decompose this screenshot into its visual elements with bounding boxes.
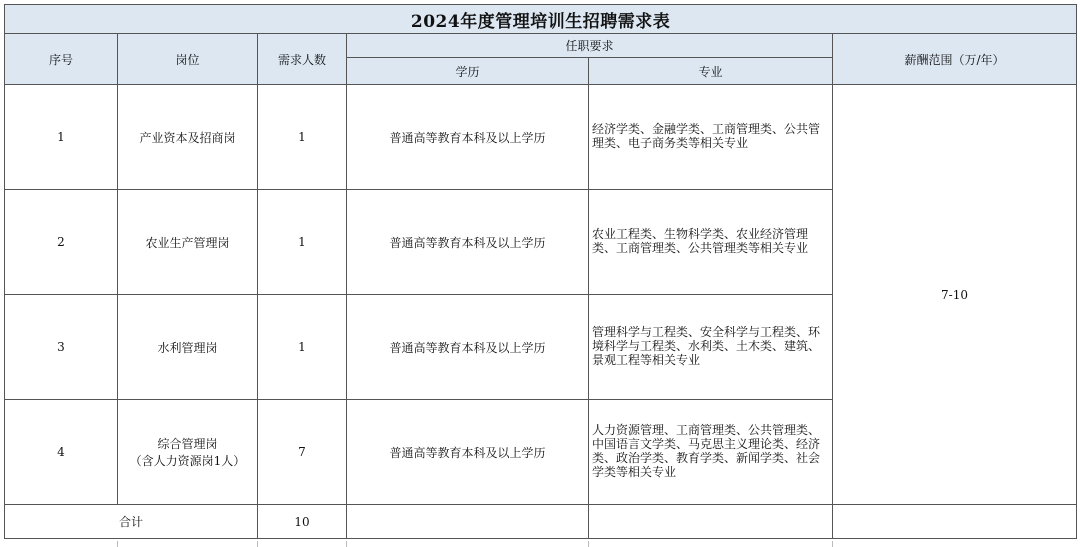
grid-continuation — [0, 541, 1080, 547]
row-education: 普通高等教育本科及以上学历 — [347, 400, 589, 505]
total-row — [5, 505, 1077, 539]
table-title: 2024年度管理培训生招聘需求表 — [5, 5, 1077, 34]
header-seq: 序号 — [5, 34, 118, 85]
row-major: 经济学类、金融学类、工商管理类、公共管理类、电子商务类等相关专业 — [589, 85, 833, 190]
row-position-line2: （含人力资源岗1人） — [129, 454, 246, 468]
header-salary: 薪酬范围（万/年） — [833, 34, 1077, 85]
row-count: 1 — [258, 190, 347, 295]
row-seq: 3 — [5, 295, 118, 400]
header-count: 需求人数 — [258, 34, 347, 85]
row-major: 人力资源管理、工商管理类、公共管理类、中国语言文学类、马克思主义理论类、经济类、政治学类、教育学类、新闻学类、社会学类等相关专业 — [589, 400, 833, 505]
recruitment-table — [4, 4, 1077, 539]
salary-value: 7-10 — [833, 85, 1077, 505]
header-requirements: 任职要求 — [347, 34, 833, 58]
row-position: 产业资本及招商岗 — [118, 85, 258, 190]
row-education: 普通高等教育本科及以上学历 — [347, 85, 589, 190]
row-major: 农业工程类、生物科学类、农业经济管理类、工商管理类、公共管理类等相关专业 — [589, 190, 833, 295]
table-row — [5, 85, 1077, 190]
row-education: 普通高等教育本科及以上学历 — [347, 190, 589, 295]
header-major: 专业 — [589, 58, 833, 85]
total-empty-3 — [833, 505, 1077, 539]
row-position: 水利管理岗 — [118, 295, 258, 400]
row-seq: 4 — [5, 400, 118, 505]
row-major: 管理科学与工程类、安全科学与工程类、环境科学与工程类、水利类、土木类、建筑、景观工程等相关专业 — [589, 295, 833, 400]
row-position-line1: 综合管理岗 — [157, 437, 218, 451]
total-count: 10 — [258, 505, 347, 539]
row-seq: 2 — [5, 190, 118, 295]
total-empty-2 — [589, 505, 833, 539]
total-empty-1 — [347, 505, 589, 539]
row-position: 农业生产管理岗 — [118, 190, 258, 295]
row-count: 1 — [258, 295, 347, 400]
row-count: 7 — [258, 400, 347, 505]
row-position — [118, 400, 258, 505]
row-count: 1 — [258, 85, 347, 190]
header-education: 学历 — [347, 58, 589, 85]
header-position: 岗位 — [118, 34, 258, 85]
total-label: 合计 — [5, 505, 258, 539]
row-seq: 1 — [5, 85, 118, 190]
row-education: 普通高等教育本科及以上学历 — [347, 295, 589, 400]
